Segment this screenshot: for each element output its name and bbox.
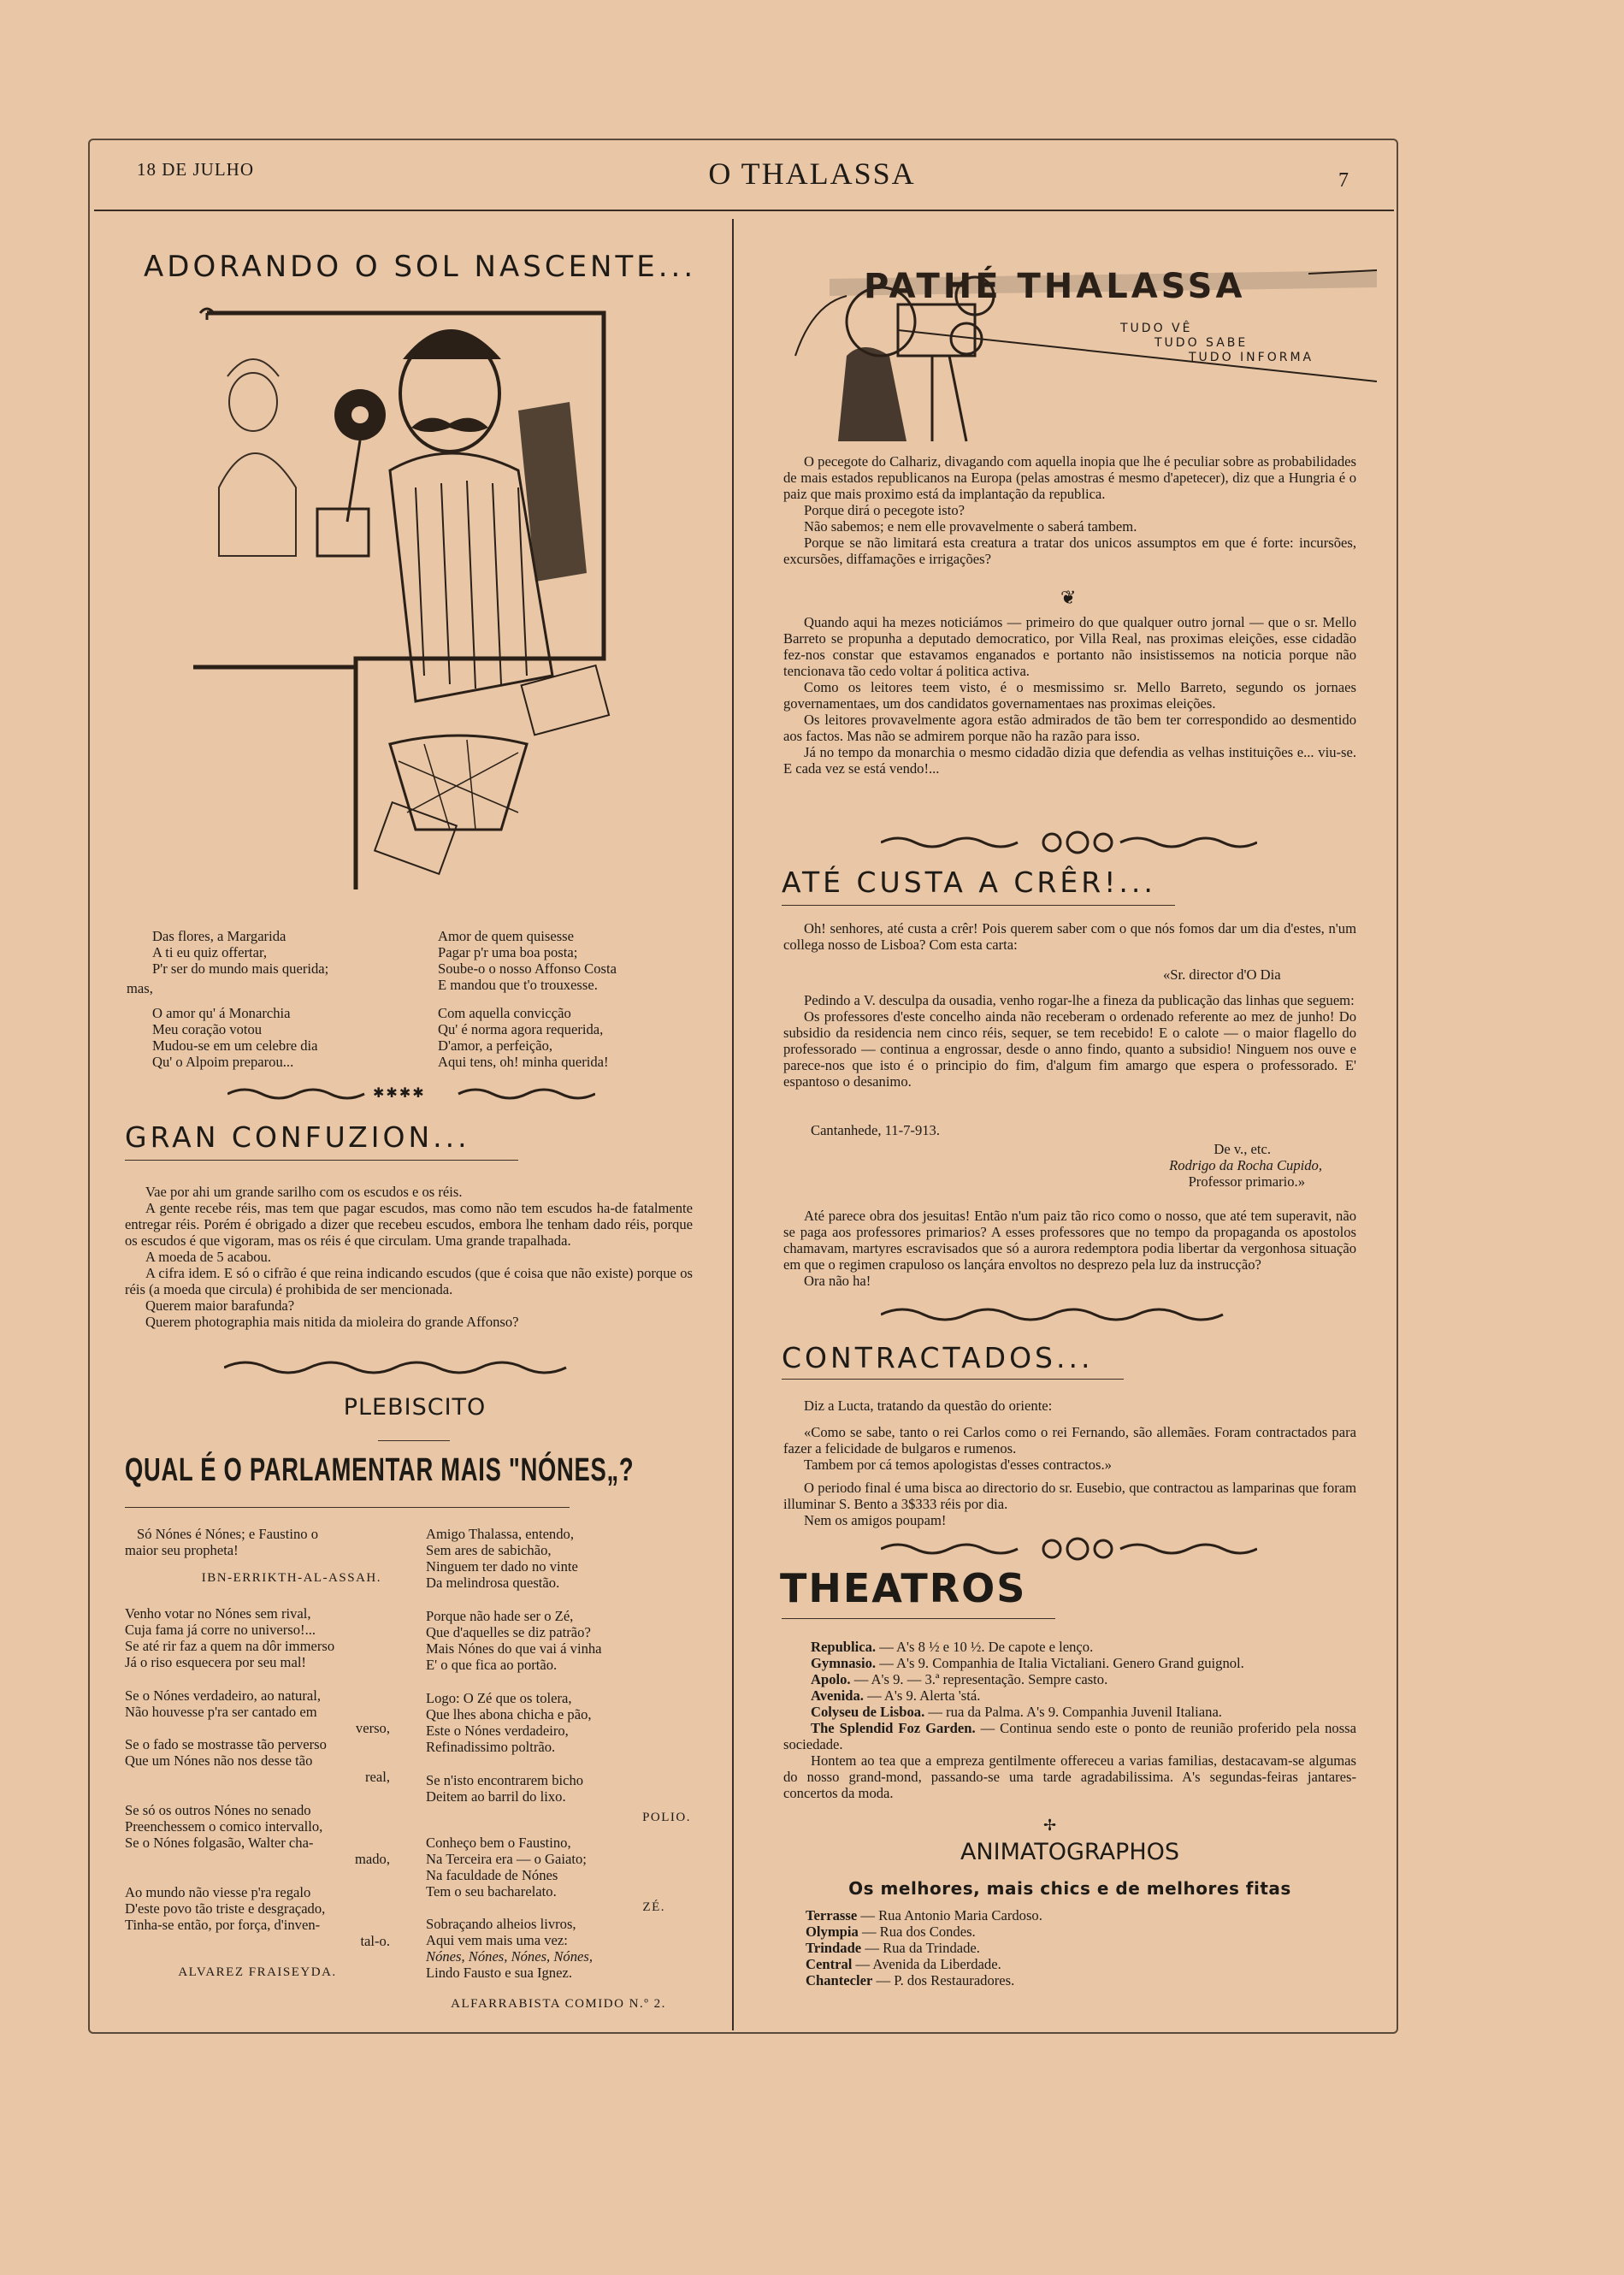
verse-line: Não houvesse p'ra ser cantado em: [125, 1704, 317, 1720]
paragraph: Até parece obra dos jesuitas! Então n'um paiz tão rico como o nosso, que até tem superavit, não se paga aos professores primarios? A esses professores que no tempo da propaganda os apostolos chamavam, martyres escravisados que só a aurora redemptora podia libertar da vergonhosa situação em que o regimen crapuloso os lançára envoltos no desprezo pela luz da instrucção?: [783, 1208, 1356, 1273]
verse-line: Cuja fama já corre no universo!...: [125, 1622, 316, 1638]
plebiscito-col2: [426, 1526, 691, 2012]
page-number: 7: [1338, 169, 1349, 192]
verse-line: Porque não hade ser o Zé,: [426, 1608, 574, 1624]
verse-line: Se até rir faz a quem na dôr immerso: [125, 1638, 335, 1654]
verse-line: maior seu propheta!: [125, 1542, 239, 1558]
theatre-info: — A's 9. — 3.ª representação. Sempre casto.: [853, 1671, 1108, 1687]
header-rule: [94, 210, 1394, 211]
verse-line: Aqui vem mais uma vez:: [426, 1932, 568, 1948]
paragraph: Hontem ao tea que a empreza gentilmente offereceu a varias familias, destacavam-se algumas do nosso grand-mond, passando-se uma tarde agradabilissima. A's segundas-feiras jantares-concertos da moda.: [783, 1752, 1356, 1801]
verse-line: Meu coração votou: [152, 1021, 263, 1037]
verse-line: Na Terceira era — o Gaiato;: [426, 1851, 587, 1867]
ornament-divider: [224, 1358, 592, 1377]
adorando-title: ADORANDO O SOL NASCENTE...: [144, 250, 697, 284]
fleuron-icon: ✢: [1043, 1817, 1057, 1834]
cinema-list: [806, 1907, 1284, 1988]
plebiscito-label: PLEBISCITO: [343, 1394, 487, 1421]
verse-line: Logo: O Zé que os tolera,: [426, 1690, 572, 1706]
cinema-entry: [806, 1907, 1284, 1923]
ate-custa-intro: [783, 920, 1356, 953]
verse-line: Qu' é norma agora requerida,: [438, 1021, 604, 1037]
cinema-entry: [806, 1956, 1284, 1972]
cinema-name: Terrasse: [806, 1907, 858, 1923]
verse-line: Mudou-se em um celebre dia: [152, 1037, 318, 1054]
cinema-name: Central: [806, 1956, 853, 1972]
signature: ALVAREZ FRAISEYDA.: [178, 1965, 337, 1979]
paragraph: Os professores d'este concelho ainda não receberam o ordenado referente ao mez de junho! Do subsidio da residencia nem cinco réis, sequer, se tem recebido! E o calote — o maior flagello do professorado — continua a engrossar, desde o anno findo, quanto a subsidio! Ninguem nos ouve e parece-nos que isto é o principio do fim, d'algum fim amargo que espera o professorado. E' espantoso o desanimo.: [783, 1008, 1356, 1090]
pathe-body-2: [783, 614, 1356, 777]
theatros-title: THEATROS: [780, 1565, 1027, 1611]
paragraph: Oh! senhores, até custa a crêr! Pois querem saber com o que nós fomos dar um dia d'estes, n'um collega nosso de Lisboa? Com esta carta:: [783, 920, 1356, 953]
theatre-name: Avenida.: [811, 1687, 864, 1704]
caricature-illustration: [193, 299, 621, 915]
animatographos-title: ANIMATOGRAPHOS: [960, 1839, 1180, 1865]
cinema-entry: [806, 1923, 1284, 1940]
title-underline: [378, 1440, 450, 1441]
letter-closing: [1026, 1141, 1322, 1190]
theatre-name: The Splendid Foz Garden.: [811, 1720, 976, 1736]
ate-custa-title: ATÉ CUSTA A CRÊR!...: [782, 866, 1156, 899]
pathe-tagline: TUDO VÊ: [1120, 322, 1193, 335]
verse-line: Que lhes abona chicha e pão,: [426, 1706, 592, 1722]
verse-line: Amor de quem quisesse: [438, 928, 574, 944]
confuzion-body: [125, 1184, 693, 1330]
verse-line: Da melindrosa questão.: [426, 1575, 560, 1591]
cinema-entry: [806, 1972, 1284, 1988]
animatographos-subtitle: Os melhores, mais chics e de melhores fitas: [848, 1878, 1291, 1899]
closing-line: De v., etc.: [1214, 1141, 1271, 1157]
ate-custa-comment: [783, 1208, 1356, 1289]
verse-line: E' o que fica ao portão.: [426, 1657, 558, 1673]
verse-line: Se n'isto encontrarem bicho: [426, 1772, 584, 1788]
verse-line: Pagar p'r uma boa posta;: [438, 944, 578, 960]
verse-line: Soube-o o nosso Affonso Costa: [438, 960, 617, 977]
theatre-info: — A's 9. Companhia de Italia Victaliani. Genero Grand guignol.: [879, 1655, 1244, 1671]
verse-line: Sobraçando alheios livros,: [426, 1916, 576, 1932]
theatros-listing: [783, 1639, 1356, 1801]
letter-place-date: Cantanhede, 11-7-913.: [811, 1122, 940, 1138]
letter-salutation: «Sr. director d'O Dia: [1163, 966, 1281, 983]
paragraph: Querem photographia mais nitida da mioleira do grande Affonso?: [145, 1314, 519, 1330]
paragraph: Porque se não limitará esta creatura a tratar dos unicos assumptos em que é forte: incursões, excursões, diffamações e irrigações?: [783, 535, 1356, 567]
ornament-divider: [881, 830, 1257, 855]
verse-line: Conheço bem o Faustino,: [426, 1835, 571, 1851]
paragraph: Vae por ahi um grande sarilho com os escudos e os réis.: [145, 1184, 463, 1200]
paragraph: Diz a Lucta, tratando da questão do oriente:: [804, 1398, 1053, 1414]
title-underline: [125, 1160, 518, 1161]
verse-line: verso,: [355, 1720, 390, 1736]
paragraph: Quando aqui ha mezes noticiámos — primeiro do que qualquer outro jornal — que o sr. Mello Barreto se propunha a deputado democratico, por Villa Real, nas proximas eleições, esse cidadão fez-nos constar que estavamos enganados e portanto não insistissemos na noticia porque não tencionava tão cedo voltar á politica activa.: [783, 614, 1356, 679]
verse-line: Que um Nónes não nos desse tão: [125, 1752, 313, 1769]
verse-line: Sem ares de sabichão,: [426, 1542, 552, 1558]
newspaper-title: O THALASSA: [708, 157, 916, 191]
confuzion-title: GRAN CONFUZION...: [125, 1120, 470, 1154]
paragraph: Como os leitores teem visto, é o mesmissimo sr. Mello Barreto, segundo os jornaes governamentaes, um dos candidatos governamentaes nas proximas eleições.: [783, 679, 1356, 712]
cinema-name: Trindade: [806, 1940, 862, 1956]
verse-line: Na faculdade de Nónes: [426, 1867, 558, 1883]
column-rule: [732, 219, 734, 2030]
verse-line: Amigo Thalassa, entendo,: [426, 1526, 574, 1542]
verse-line: Venho votar no Nónes sem rival,: [125, 1605, 311, 1622]
title-underline: [782, 905, 1175, 906]
title-underline: [782, 1618, 1055, 1619]
verse-line: A ti eu quiz offertar,: [152, 944, 268, 960]
closing-line: Rodrigo da Rocha Cupido,: [1169, 1157, 1322, 1173]
theatre-info: — A's 8 ½ e 10 ½. De capote e lenço.: [879, 1639, 1094, 1655]
verse-line: Se o Nónes verdadeiro, ao natural,: [125, 1687, 322, 1704]
cinema-address: — Avenida da Liberdade.: [855, 1956, 1001, 1972]
theatre-entry: [783, 1704, 1356, 1720]
paragraph: O pecegote do Calhariz, divagando com aquella inopia que lhe é peculiar sobre as probabilidades de mais estados republicanos na Europa (pelas amostras é mesmo d'apetecer), diz que a Hungria é o paiz que mais proximo está da implantação da republica.: [783, 453, 1356, 502]
verse-line: D'este povo tão triste e desgraçado,: [125, 1900, 326, 1917]
fleuron-icon: ❦: [1060, 587, 1077, 608]
verse-line: P'r ser do mundo mais querida;: [152, 960, 329, 977]
verse-line: Tinha-se então, por força, d'inven-: [125, 1917, 321, 1933]
theatre-info: — Continua sendo este o ponto de reunião proferido pela nossa sociedade.: [783, 1720, 1356, 1752]
verse-line: Aqui tens, oh! minha querida!: [438, 1054, 609, 1070]
theatre-name: Apolo.: [811, 1671, 851, 1687]
verse-line: Com aquella convicção: [438, 1005, 571, 1021]
verse-line: Nónes, Nónes, Nónes, Nónes,: [426, 1948, 593, 1965]
theatre-entry: [783, 1671, 1356, 1687]
verse-line: Lindo Fausto e sua Ignez.: [426, 1965, 572, 1981]
ornament-divider: [881, 1536, 1257, 1562]
cinema-address: — Rua da Trindade.: [865, 1940, 980, 1956]
cinema-address: — P. dos Restauradores.: [876, 1972, 1015, 1988]
verse-b: [152, 1005, 318, 1070]
signature: IBN-ERRIKTH-AL-ASSAH.: [201, 1571, 381, 1585]
paragraph: Querem maior barafunda?: [145, 1297, 295, 1314]
header-date: 18 DE JULHO: [137, 159, 254, 180]
theatre-name: Colyseu de Lisboa.: [811, 1704, 925, 1720]
paragraph: A moeda de 5 acabou.: [145, 1249, 271, 1265]
verse-line: Este o Nónes verdadeiro,: [426, 1722, 569, 1739]
contractados-body: [783, 1398, 1356, 1528]
paragraph: Tambem por cá temos apologistas d'esses contractos.»: [804, 1457, 1112, 1473]
verse-mas: mas,: [127, 980, 153, 996]
theatre-info: — rua da Palma. A's 9. Companhia Juvenil Italiana.: [928, 1704, 1222, 1720]
paragraph: Já no tempo da monarchia o mesmo cidadão dizia que defendia as velhas instituições e... viu-se. E cada vez se está vendo!...: [783, 744, 1356, 777]
verse-line: Já o riso esquecera por seu mal!: [125, 1654, 306, 1670]
paragraph: O periodo final é uma bisca ao directorio do sr. Eusebio, que contractou as lamparinas que foram illuminar S. Bento a 3$333 réis por dia.: [783, 1480, 1356, 1512]
theatre-name: Republica.: [811, 1639, 877, 1655]
theatre-entry: [783, 1655, 1356, 1671]
signature: ZÉ.: [642, 1900, 665, 1914]
verse-line: Ao mundo não viesse p'ra regalo: [125, 1884, 311, 1900]
theatre-entry: [783, 1720, 1356, 1752]
closing-line: Professor primario.»: [1188, 1173, 1305, 1190]
verse-c: [438, 928, 617, 993]
verse-line: Mais Nónes do que vai á vinha: [426, 1640, 602, 1657]
cinema-name: Olympia: [806, 1923, 859, 1940]
ornament-divider: [881, 1305, 1257, 1324]
verse-line: O amor qu' á Monarchia: [152, 1005, 291, 1021]
verse-line: Se o Nónes folgasão, Walter cha-: [125, 1835, 314, 1851]
pathe-tagline: TUDO INFORMA: [1189, 351, 1314, 364]
title-underline: [782, 1379, 1124, 1380]
verse-line: Que d'aquelles se diz patrão?: [426, 1624, 591, 1640]
verse-line: Tem o seu bacharelato.: [426, 1883, 557, 1900]
paragraph: Ora não ha!: [804, 1273, 871, 1289]
contractados-title: CONTRACTADOS...: [782, 1341, 1094, 1374]
verse-line: mado,: [354, 1851, 390, 1867]
verse-line: Das flores, a Margarida: [152, 928, 286, 944]
paragraph: Os leitores provavelmente agora estão admirados de tão bem ter correspondido ao desmentido aos factos. Mas não se admirem porque não ha razão para isso.: [783, 712, 1356, 744]
verse-line: Se só os outros Nónes no senado: [125, 1802, 311, 1818]
verse-a: [152, 928, 328, 977]
verse-line: Deitem ao barril do lixo.: [426, 1788, 566, 1805]
verse-line: Se o fado se mostrasse tão perverso: [125, 1736, 327, 1752]
cinema-name: Chantecler: [806, 1972, 873, 1988]
verse-line: real,: [364, 1769, 390, 1785]
paragraph: A cifra idem. E só o cifrão é que reina indicando escudos (que é coisa que não existe) porque os réis (a moeda que circula) é prohibida de ser mencionada.: [125, 1265, 693, 1297]
theatre-entry: [783, 1639, 1356, 1655]
verse-d: [438, 1005, 609, 1070]
theatre-info: — A's 9. Alerta 'stá.: [867, 1687, 981, 1704]
paragraph: Pedindo a V. desculpa da ousadia, venho rogar-lhe a fineza da publicação das linhas que seguem:: [804, 992, 1355, 1008]
letter-body: [783, 992, 1356, 1090]
plebiscito-col1: [125, 1526, 390, 1981]
pathe-banner-title: PATHÉ THALASSA: [864, 267, 1246, 306]
paragraph: Porque dirá o pecegote isto?: [804, 502, 966, 518]
signature: POLIO.: [642, 1811, 691, 1824]
paragraph: A gente recebe réis, mas tem que pagar escudos, mas como não tem escudos ha-de fatalmente entregar réis. Porém é obrigado a dizer que recebeu escudos, embora lhe tenham dado réis, porque os escudos é que vigoram, mas os réis é que circulam. Uma grande trapalhada.: [125, 1200, 693, 1249]
verse-line: D'amor, a perfeição,: [438, 1037, 553, 1054]
paragraph: Nem os amigos poupam!: [804, 1512, 947, 1528]
pathe-tagline: TUDO SABE: [1155, 336, 1249, 350]
verse-line: E mandou que t'o trouxesse.: [438, 977, 598, 993]
theatre-entry: [783, 1687, 1356, 1704]
pathe-body: [783, 453, 1356, 567]
signature: ALFARRABISTA COMIDO N.º 2.: [451, 1997, 666, 2011]
paragraph: «Como se sabe, tanto o rei Carlos como o rei Fernando, são allemães. Foram contractados para fazer a felicidade de bulgaros e rumenos.: [783, 1424, 1356, 1457]
verse-line: Refinadissimo poltrão.: [426, 1739, 556, 1755]
verse-line: Ninguem ter dado no vinte: [426, 1558, 578, 1575]
verse-line: tal-o.: [360, 1933, 390, 1949]
paragraph: Não sabemos; e nem elle provavelmente o saberá tambem.: [804, 518, 1137, 535]
ornament-stars: ✱✱✱✱: [373, 1086, 426, 1101]
plebiscito-question: QUAL É O PARLAMENTAR MAIS "NÓNES„?: [125, 1452, 635, 1488]
verse-line: Preenchessem o comico intervallo,: [125, 1818, 323, 1835]
title-underline: [125, 1507, 570, 1508]
theatre-name: Gymnasio.: [811, 1655, 877, 1671]
cinema-entry: [806, 1940, 1284, 1956]
verse-line: Qu' o Alpoim preparou...: [152, 1054, 294, 1070]
cinema-address: — Rua dos Condes.: [861, 1923, 976, 1940]
cinema-address: — Rua Antonio Maria Cardoso.: [860, 1907, 1042, 1923]
verse-line: Só Nónes é Nónes; e Faustino o: [137, 1526, 319, 1542]
